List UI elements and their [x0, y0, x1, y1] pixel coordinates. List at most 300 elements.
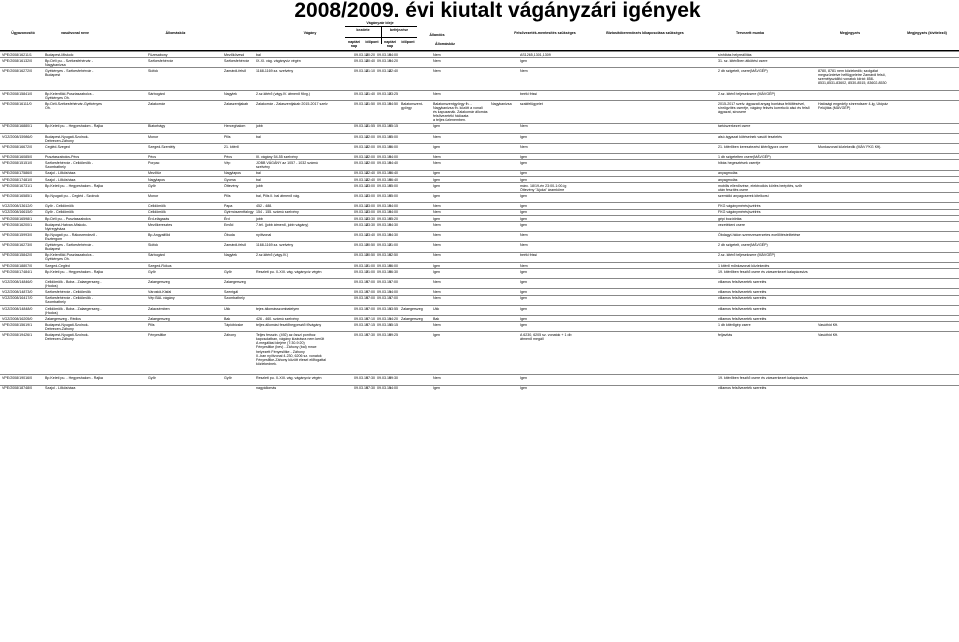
cell-sz: Igen	[433, 269, 440, 274]
cell-sz: Igen	[433, 193, 440, 198]
cell-t2: 04:00	[389, 210, 398, 215]
cell-t1: 22:00	[366, 161, 375, 166]
cell-t2: 13:55	[389, 306, 398, 311]
cell-sz: Nem	[433, 134, 441, 139]
cell-work: 1 db szigetelten csere(MÁVGÉP)	[718, 154, 771, 159]
cell-d2: 09.03.19	[377, 161, 391, 166]
cell-to: Zamárdi-felső	[224, 243, 246, 248]
cell-d1: 09.03.19	[354, 322, 368, 327]
header-tervezett-munka: Tervezett munka	[735, 31, 765, 35]
cell-from: Celldömölk	[148, 210, 166, 215]
cell-from: Monor	[148, 193, 159, 198]
cell-d2: 09.03.19	[377, 58, 391, 63]
cell-t1: 23:00	[366, 193, 375, 198]
cell-route: Budapest-Hatvan-Miskolc-Nyíregyháza	[45, 222, 88, 231]
cell-d2: 09.03.19	[377, 333, 391, 338]
cell-from: Győr	[148, 376, 156, 381]
cell-from: Vép BAL vágány	[148, 296, 175, 301]
cell-sz: Balatonszentgyörgy fh. - Nagykanizsa fh. között a vonali és kapuzanák. Zalakomár állomás felsővezetéki hálózata a teljes üzlenemben.	[433, 101, 488, 123]
cell-d1: 09.03.18	[354, 58, 368, 63]
cell-t1: 23:00	[366, 210, 375, 215]
cell-to: Gyirmószentfalvgy	[224, 210, 254, 215]
cell-route: Zalaegerszeg - Rédics	[45, 316, 81, 321]
cell-work: gépi bozótírtás	[718, 216, 742, 221]
cell-work: 2 db szigetelt, csere(MÁVGÉP)	[718, 243, 768, 248]
cell-work: 19. kitérőben feszítő csere és zárszerkezet kalapácsvizs	[718, 376, 808, 381]
cell-t2: 05:00	[389, 193, 398, 198]
cell-d1: 09.03.19	[354, 269, 368, 274]
cell-x: Nem	[520, 124, 528, 129]
cell-sz: Nem	[433, 154, 441, 159]
cell-id: VPE/2008/15993/0	[2, 232, 33, 237]
cell-route: Szajol - Lőkösháza	[45, 177, 76, 182]
cell-t1: 07:10	[366, 316, 375, 321]
cell-sz: Igen	[433, 263, 440, 268]
cell-id: VGZ/2008/14873/0	[2, 290, 33, 295]
cell-t2: 04:00	[389, 52, 398, 57]
cell-id: VGZ/2008/14848/0	[2, 306, 33, 311]
cell-route: Székesfehérvár - Celldömölk - Szombathely	[45, 161, 94, 170]
cell-id: VPE/2008/17586/0	[2, 171, 33, 176]
cell-t2: 05:00	[389, 134, 398, 139]
cell-track: nyíltvonal	[256, 232, 272, 237]
cell-t2: 06:00	[389, 263, 398, 268]
cell-sz: Nem	[433, 322, 441, 327]
cell-t2: 06:30	[389, 269, 398, 274]
cell-x: Nem	[520, 144, 528, 149]
header-vagany: Vágány	[303, 31, 317, 35]
cell-to: Érd	[224, 216, 230, 221]
cell-track: tejes állomásszombatelyen	[256, 306, 300, 311]
cell-t1: 23:00	[366, 183, 375, 188]
cell-to: Papa	[224, 204, 233, 209]
cell-t1: 22:40	[366, 177, 375, 182]
cell-d1: 09.03.18	[354, 124, 368, 129]
cell-from: Zalaegerszeg	[148, 279, 170, 284]
cell-to: Óbuda	[224, 232, 235, 237]
cell-work: villamos felsővezeték szerelés	[718, 279, 767, 284]
cell-t1: 07:00	[366, 290, 375, 295]
cell-work: alsó ágyazat kötéseinek vasúti tesztelés	[718, 134, 782, 139]
cell-track: III. vágány 54-55 szelvény	[256, 154, 298, 159]
cell-d2: 09.03.19	[377, 222, 391, 227]
cell-d2: 09.03.19	[377, 124, 391, 129]
cell-d1: 09.03.19	[354, 263, 368, 268]
cell-note: Vasúthid Kft.	[818, 333, 839, 338]
cell-work: szemidió anyagcserek kitelkorsí	[718, 193, 769, 198]
cell-to: Nagylek	[224, 253, 237, 258]
cell-to: Vép	[224, 161, 231, 166]
cell-d2: 09.03.18	[377, 69, 391, 74]
cell-d1: 09.03.18	[354, 154, 368, 159]
cell-track: bal	[256, 177, 261, 182]
cell-work: villamos felsővezeték szerelés	[718, 296, 767, 301]
cell-t2: 21:00	[389, 243, 398, 248]
cell-to: Győr	[224, 269, 232, 274]
cell-d1: 09.03.19	[354, 296, 368, 301]
cell-to: Zamárdi-felső	[224, 69, 246, 74]
cell-sz: Igen	[433, 333, 440, 338]
cell-t1: 22:00	[366, 134, 375, 139]
cell-work: villamos felsővezeték szerelés	[718, 306, 767, 311]
cell-sz: Nem	[433, 58, 441, 63]
cell-d2: 09.03.19	[377, 144, 391, 149]
cell-track: bal, Pilis II. bal átmenő vág.	[256, 193, 300, 198]
cell-t2: 02:50	[389, 253, 398, 258]
cell-to: 21. kitérő	[224, 144, 239, 149]
cell-from: Monor	[148, 134, 159, 139]
cell-from: Székesfehérvár	[148, 58, 173, 63]
cell-x: Igen	[520, 376, 527, 381]
cell-work: FKG vágánymérés(szélrés	[718, 204, 761, 209]
cell-x: Nem	[520, 243, 528, 248]
cell-t1: 20:20	[366, 52, 375, 57]
cell-id: VPE/2008/16111/0	[2, 101, 32, 106]
cell-to: Pilis	[224, 134, 231, 139]
cell-d1: 09.03.19	[354, 333, 368, 338]
cell-d2: 09.03.19	[377, 177, 391, 182]
cell-d2: 09.03.19	[377, 52, 391, 57]
cell-t2: 05:00	[389, 183, 398, 188]
cell-route: Szeged-Cegléd	[45, 263, 70, 268]
cell-t1: 21:10	[366, 69, 375, 74]
cell-work: villamos felsővezeték szerelés	[718, 316, 767, 321]
table-row	[0, 385, 959, 392]
cell-t1: 07:30	[366, 376, 375, 381]
cell-id: VGZ/2008/16205/0	[2, 316, 33, 321]
cell-from: Sárbogárd	[148, 91, 165, 96]
cell-route: Székesfehérvár - Celldömölk - Szombathely	[45, 296, 94, 305]
cell-to: Pécs	[224, 154, 232, 159]
cell-work: anyagmolás	[718, 171, 738, 176]
cell-t1: 23:30	[366, 222, 375, 227]
cell-x: Igen	[520, 210, 527, 215]
header-naptari-2: naptári nap	[384, 40, 396, 48]
cell-d2: 09.03.19	[377, 263, 391, 268]
cell-from: Zalakomár	[148, 101, 165, 106]
cell-id: VPE/2008/15619/1	[2, 322, 33, 327]
cell-d1: 09.03.18	[354, 161, 368, 166]
cell-d1: 09.03.18	[354, 210, 368, 215]
header-befejezese: befejezése	[389, 28, 409, 32]
cell-route: Bp.Déli pu. - Székesfehérvár - Nagykanizsa	[45, 58, 93, 68]
cell-from: Győr	[148, 183, 156, 188]
cell-d2: 09.03.19	[377, 243, 391, 248]
cell-t1: 07:30	[366, 386, 375, 391]
cell-d1: 09.03.18	[354, 134, 368, 139]
cell-t2: 04:00	[389, 204, 398, 209]
cell-sz: Nem	[433, 161, 441, 166]
cell-work: 2015-2017 szelv. ágyazati anyag bontása feltöltésével, sínrögzítés cseréje, vágány fekvés korrekció alsó és felső ágyazat, síncsere	[718, 101, 810, 115]
cell-from: Érd-elágazás	[148, 216, 170, 221]
cell-x: Igen	[520, 296, 527, 301]
cell-track: 154 - 155. számú szelvény	[256, 210, 299, 215]
cell-track: jobb	[256, 124, 263, 129]
cell-d2: 09.03.19	[377, 216, 391, 221]
cell-id: VPE/2008/16085/0	[2, 154, 33, 159]
cell-d1: 09.03.18	[354, 193, 368, 198]
cell-d2: 09.03.19	[377, 134, 391, 139]
cell-sz: Igen	[433, 177, 440, 182]
cell-x: Igen	[520, 204, 527, 209]
cell-route: Szajol - Lőkösháza	[45, 386, 76, 391]
header-vonal: vasútvonal neve	[61, 31, 89, 35]
cell-d1: 09.03.18	[354, 171, 368, 176]
cell-from: Szeged-Szentély	[148, 144, 176, 149]
cell-note: 8780, 8781 nem közlekedik; szolgálat megszüntetve helfügyeletre Zamárdi felsö, személyszállító vonatok kiírát: 858-8531,8531-83602, 8530-8515, 83602-8530	[818, 69, 887, 86]
cell-d1: 09.03.18	[354, 177, 368, 182]
cell-sz: Igen	[433, 144, 440, 149]
cell-from: Zalacsémben	[148, 306, 170, 311]
cell-t2: 04:00	[389, 154, 398, 159]
cell-x: Igen	[520, 177, 527, 182]
cell-t2: 04:50	[389, 101, 398, 106]
cell-from: Sárbogárd	[148, 253, 165, 258]
cell-route: Bp.Nyugati pu. - Rákosrendező - Esztergom	[45, 232, 98, 242]
cell-from: Celldömölk	[148, 204, 166, 209]
cell-t2: 04:40	[389, 161, 398, 166]
cell-id: VPE/2008/18748/0	[2, 386, 33, 391]
cell-track: bal	[256, 134, 261, 139]
cell-d2: 09.03.19	[377, 193, 391, 198]
cell-t1: 21:00	[366, 269, 375, 274]
cell-id: VPE/2008/16598/1	[2, 216, 33, 221]
header-kezdete: kezdete	[356, 28, 370, 32]
cell-id: VPE/2008/16731/1	[2, 183, 33, 188]
cell-route: Székesfehérvár - Celldömölk	[45, 290, 91, 295]
cell-t2: 23:25	[389, 91, 398, 96]
cell-route: Bp.Déli pu. - Pusztaszabolcs	[45, 216, 91, 221]
cell-from: Biatorbágy	[148, 124, 166, 129]
cell-sz: Nem	[433, 222, 441, 227]
cell-track: JOBB VÁGÁNY az 1057 - 1032 számú szelvény	[256, 161, 318, 170]
cell-d1: 09.03.18	[354, 216, 368, 221]
cell-sz: Nem	[433, 91, 441, 96]
cell-id: VPE/2008/15151/0	[2, 161, 33, 166]
cell-to: Gyoma	[224, 177, 236, 182]
cell-x: Igen	[520, 306, 527, 311]
cell-t1: 21:50	[366, 101, 375, 106]
cell-track: bal	[256, 171, 261, 176]
cell-sz: Bak	[433, 316, 440, 321]
cell-t2: 09:25	[389, 333, 398, 338]
cell-track: IX-XI. vág. vágányvíz végén	[256, 58, 301, 63]
cell-to: Zalaszentjakab	[224, 101, 249, 106]
header-allomaskoz-2: Állomásköz	[435, 42, 455, 46]
cell-t2: 17:00	[389, 279, 398, 284]
cell-work: FKG vágánymérés(szélrés	[718, 210, 761, 215]
cell-id: VPE/2008/16211/1	[2, 52, 32, 57]
cell-t1: 22:00	[366, 154, 375, 159]
cell-t2: 15:15	[389, 322, 398, 327]
cell-d2: 09.03.19	[377, 316, 391, 321]
cell-from: Siófok	[148, 69, 158, 74]
cell-work: 19. kitérőben feszítő csere és zárszerkezet kalapácsvizs	[718, 269, 808, 274]
cell-t1: 07:00	[366, 296, 375, 301]
cell-t2: 14:20	[389, 316, 398, 321]
cell-work: 2 db szigetelt, csere(MÁVGÉP)	[718, 69, 768, 74]
cell-id: VGZ/2008/13612/0	[2, 204, 33, 209]
cell-track: 452 - 488.	[256, 204, 273, 209]
cell-id: VPE/2008/15842/0	[2, 253, 33, 258]
cell-to: Székesfehérvár	[224, 58, 249, 63]
cell-sz: Nem	[433, 210, 441, 215]
cell-d2: 09.03.19	[377, 101, 391, 106]
header-idopont-1: időpont	[365, 40, 379, 44]
cell-route: Pusztaszabolcs-Pécs	[45, 154, 80, 159]
cell-x: Igen	[520, 171, 527, 176]
cell-track: jobb	[256, 216, 263, 221]
cell-d1: 09.03.19	[354, 279, 368, 284]
cell-id: VGZ/2008/16417/0	[2, 296, 33, 301]
cell-d2: 09.03.19	[377, 253, 391, 258]
cell-track: 2.sz.kitérő (vágy.IV.)	[256, 253, 289, 258]
cell-from: Mezőtúr	[148, 171, 161, 176]
cell-sz: Igen	[433, 386, 440, 391]
cell-d2: 09.03.19	[377, 322, 391, 327]
cell-sz: Igen	[433, 183, 440, 188]
cell-lab: Balatonszent- györgy	[401, 101, 423, 110]
cell-x: Igen	[520, 279, 527, 284]
cell-sz: Nem	[433, 243, 441, 248]
cell-from: Szeged-Rókus	[148, 263, 172, 268]
cell-d1: 09.03.18	[354, 91, 368, 96]
cell-d1: 09.03.19	[354, 316, 368, 321]
cell-d2: 09.03.19	[377, 269, 391, 274]
cell-d1: 09.03.19	[354, 306, 368, 311]
cell-d1: 09.03.18	[354, 222, 368, 227]
table-row	[0, 67, 959, 91]
cell-d2: 09.03.19	[377, 154, 391, 159]
header-megjegyzes-kivitelezo: Megjegyzés (kivitelező)	[907, 31, 947, 35]
cell-t2: 06:40	[389, 171, 398, 176]
cell-d1: 09.03.18	[354, 183, 368, 188]
cell-to: Záhony	[224, 333, 236, 338]
cell-work: anyagmolás	[718, 177, 738, 182]
cell-t1: 21:55	[366, 124, 375, 129]
cell-route: Bp.Nyugati pu. - Cegléd - Szolnok	[45, 193, 100, 198]
cell-route: Győr - Celldömölk	[45, 204, 74, 209]
cell-route: Budapest-Nyugati-Szolnok-Debrecen-Záhony	[45, 322, 89, 332]
cell-id: VPE/2008/16880/1	[2, 124, 33, 129]
cell-work: 21. kitérőben keresztezési kitérőgyorz csere	[718, 144, 789, 149]
cell-sz: Ukk	[433, 306, 440, 311]
cell-work: mobilis ellenőrzése, elektrodiós körlés beépítés, szőr után feszítés csere	[718, 183, 803, 192]
cell-from: Mezőkeresztes	[148, 222, 173, 227]
cell-x: Igen	[520, 161, 527, 166]
cell-sz: Nem	[433, 253, 441, 258]
cell-work: 2.sz. kitérő teljeselcsere (MÁVGÉP)	[718, 91, 776, 96]
cell-track: Reszleti pu. X-XIII. vág. vágányvíz végén	[256, 269, 322, 274]
cell-x: Igen	[520, 222, 527, 227]
cell-to: Emőd	[224, 222, 234, 227]
cell-t2: 05:20	[389, 216, 398, 221]
header-megjegyzes: Megjegyzés	[839, 31, 861, 35]
cell-from: Füzesabony	[148, 52, 168, 57]
cell-x: Igen	[520, 386, 527, 391]
cell-work: feljavítás	[718, 333, 733, 338]
cell-id: VGZ/2008/14846/0	[2, 279, 33, 284]
cell-d2: 09.03.19	[377, 232, 391, 237]
cell-track: Zalakomár - Zalaszentjakab 2015-2017 szelv	[256, 101, 328, 106]
cell-d2: 09.03.19	[377, 296, 391, 301]
cell-d2: 09.03.19	[377, 210, 391, 215]
cell-t1: 22:40	[366, 171, 375, 176]
cell-d1: 09.03.18	[354, 204, 368, 209]
header-idopont-2: időpont	[401, 40, 415, 44]
cell-route: Budapest-Miskolc	[45, 52, 74, 57]
cell-d1: 09.03.18	[354, 232, 368, 237]
cell-t1: 20:50	[366, 243, 375, 248]
cell-to: Szentgál	[224, 290, 238, 295]
cell-sz: Nem	[433, 290, 441, 295]
cell-sz: Igen	[433, 216, 440, 221]
cell-id: VPE/2008/16272/0	[2, 69, 33, 74]
cell-to: Zalaegerszeg	[224, 279, 246, 284]
cell-d1: 09.03.18	[354, 69, 368, 74]
cell-route: Győr - Celldömölk	[45, 210, 74, 215]
cell-d2: 09.03.19	[377, 386, 391, 391]
cell-track: Teljes fesszin. (492) az összi ponthoz kapcsolatban, vágány kizárásra nem került A megállási idejére (7:30-9:20) Fényeslitke (bev) - Záhony (bal) mnce helyezett Fényeslitke - Záhony II.-ban nyíltvonal 4-230, 6206 sz. vonatok Fényeslitke-Záhony között élesel előfogattal közlekednek.	[256, 333, 326, 366]
cell-to: Pilis	[224, 193, 231, 198]
cell-d2: 09.03.19	[377, 91, 391, 96]
cell-track: bal	[256, 52, 261, 57]
cell-route: Bp.Kelenföld-Pusztaszabolcs - Gyékényes Oh.	[45, 253, 94, 262]
cell-d1: 09.03.18	[354, 101, 368, 106]
cell-from: Bp.Angyalföld	[148, 232, 171, 237]
cell-d1: 09.03.18	[354, 144, 368, 149]
header-naptari-1: naptári nap	[348, 40, 360, 48]
cell-d2: 09.03.19	[377, 171, 391, 176]
cell-track: 426 - 460. számú szelvény	[256, 316, 299, 321]
cell-t1: 07:30	[366, 333, 375, 338]
table-row	[0, 331, 959, 375]
cell-route: Gyékényes - Székesfehérvár - Budapest	[45, 243, 94, 252]
cell-from: Nagylapos	[148, 177, 165, 182]
cell-track: 7.tél. (jobb átmenő, jobb vágány)	[256, 222, 309, 227]
cell-to: Bak	[224, 316, 231, 321]
cell-sz: Igen	[433, 171, 440, 176]
cell-x: Igen	[520, 154, 527, 159]
cell-route: Cegléd-Szeged	[45, 144, 70, 149]
cell-to: Ukk	[224, 306, 231, 311]
cell-id: VPE/2008/15841/0	[2, 91, 33, 96]
cell-to: Mezőkövesd	[224, 52, 245, 57]
cell-t1: 23:00	[366, 204, 375, 209]
cell-work: vezetékeni csere	[718, 222, 745, 227]
cell-work: sínhibás helyreállítás	[718, 52, 752, 57]
cell-x: Igen	[520, 193, 527, 198]
cell-work: 2.sz. kitérő teljeselcsere (MÁVGÉP)	[718, 253, 776, 258]
cell-from: Pécs	[148, 154, 156, 159]
cell-to: Szombathely	[224, 296, 245, 301]
cell-d1: 09.03.18	[354, 52, 368, 57]
cell-id: VGZ/2008/16615/0	[2, 210, 33, 215]
cell-route: Celldömölk - Boba - Zalaegerszeg - (Hodos)	[45, 279, 102, 289]
page-title: 2008/2009. évi kiutalt vágányzári igények	[294, 0, 701, 22]
cell-t1: 20:40	[366, 58, 375, 63]
cell-d1: 09.03.19	[354, 290, 368, 295]
header-ido: Vágányzár ideje	[366, 21, 394, 25]
cell-sz: Nem	[433, 376, 441, 381]
cell-track: nagyállomás	[256, 386, 277, 391]
cell-d2: 09.03.19	[377, 376, 391, 381]
cell-work: 31. sz. kitérőben átkötési csere	[718, 58, 768, 63]
cell-t2: 05:15	[389, 124, 398, 129]
cell-t2: 14:00	[389, 386, 398, 391]
cell-id: VPE/2008/18807/0	[2, 263, 33, 268]
cell-sz: Nem	[433, 232, 441, 237]
